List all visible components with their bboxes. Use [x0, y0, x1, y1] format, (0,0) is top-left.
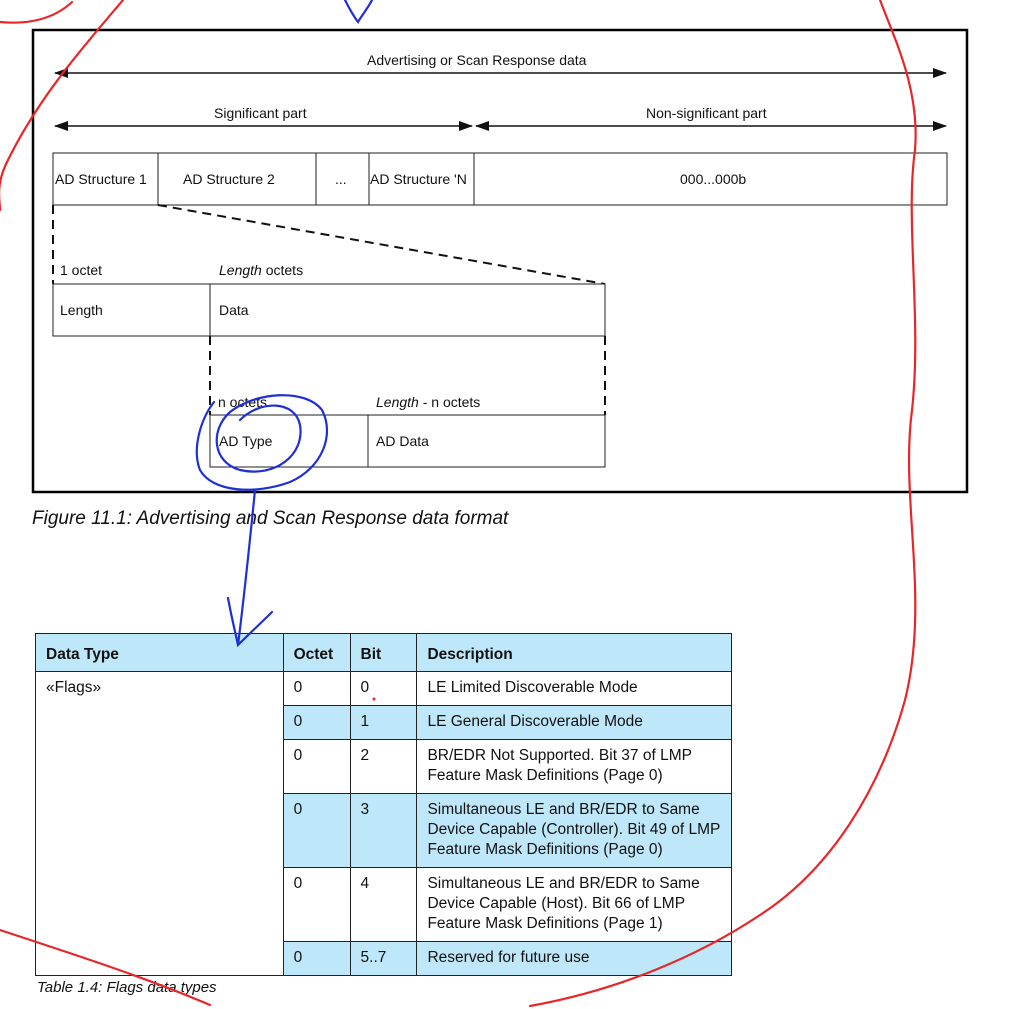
octet-cell: 0	[283, 942, 350, 976]
ad-structure-2-cell: AD Structure 2	[183, 171, 275, 187]
octet-cell: 0	[283, 740, 350, 794]
header-bit: Bit	[350, 634, 417, 672]
ad-structure-1-cell: AD Structure 1	[55, 171, 147, 187]
octet-cell: 0	[283, 794, 350, 868]
octet-cell: 0	[283, 672, 350, 706]
bit-cell: 0	[350, 672, 417, 706]
ellipsis-cell: ...	[335, 171, 347, 187]
bit-cell: 3	[350, 794, 417, 868]
figure-caption: Figure 11.1: Advertising and Scan Response data format	[32, 508, 509, 529]
table-header-row	[36, 634, 732, 672]
header-data-type: Data Type	[36, 634, 284, 672]
flags-table	[35, 633, 732, 976]
bit-cell: 4	[350, 868, 417, 942]
table-row	[36, 672, 732, 706]
significant-label: Significant part	[214, 105, 307, 121]
ad-structure-n-cell: AD Structure 'N	[370, 171, 467, 187]
table-caption: Table 1.4: Flags data types	[37, 979, 217, 996]
non-significant-label: Non-significant part	[646, 105, 767, 121]
description-cell: LE Limited Discoverable Mode	[417, 672, 732, 706]
bit-cell: 1	[350, 706, 417, 740]
description-cell: BR/EDR Not Supported. Bit 37 of LMP Feature Mask Definitions (Page 0)	[417, 740, 732, 794]
description-cell: Simultaneous LE and BR/EDR to Same Device Capable (Controller). Bit 49 of LMP Feature Mask Definitions (Page 0)	[417, 794, 732, 868]
description-cell: LE General Discoverable Mode	[417, 706, 732, 740]
bit-cell: 2	[350, 740, 417, 794]
total-data-label: Advertising or Scan Response data	[367, 52, 587, 68]
one-octet-label: 1 octet	[60, 262, 103, 278]
octet-cell: 0	[283, 706, 350, 740]
bit-cell: 5..7	[350, 942, 417, 976]
n-octets-label: n octets	[218, 394, 268, 410]
header-octet: Octet	[283, 634, 350, 672]
description-cell: Reserved for future use	[417, 942, 732, 976]
zero-padding-cell: 000...000b	[680, 171, 747, 187]
data-cell: Data	[219, 302, 249, 318]
description-cell: Simultaneous LE and BR/EDR to Same Device Capable (Host). Bit 66 of LMP Feature Mask Definitions (Page 1)	[417, 868, 732, 942]
length-octets-label: Length octets	[219, 262, 304, 278]
length-data-row	[53, 284, 605, 336]
length-minus-n-label: Length - n octets	[376, 394, 481, 410]
ad-type-cell: AD Type	[219, 433, 273, 449]
octet-cell: 0	[283, 868, 350, 942]
header-description: Description	[417, 634, 732, 672]
length-cell: Length	[60, 302, 103, 318]
data-type-cell: «Flags»	[36, 672, 284, 976]
ad-data-cell: AD Data	[376, 433, 429, 449]
